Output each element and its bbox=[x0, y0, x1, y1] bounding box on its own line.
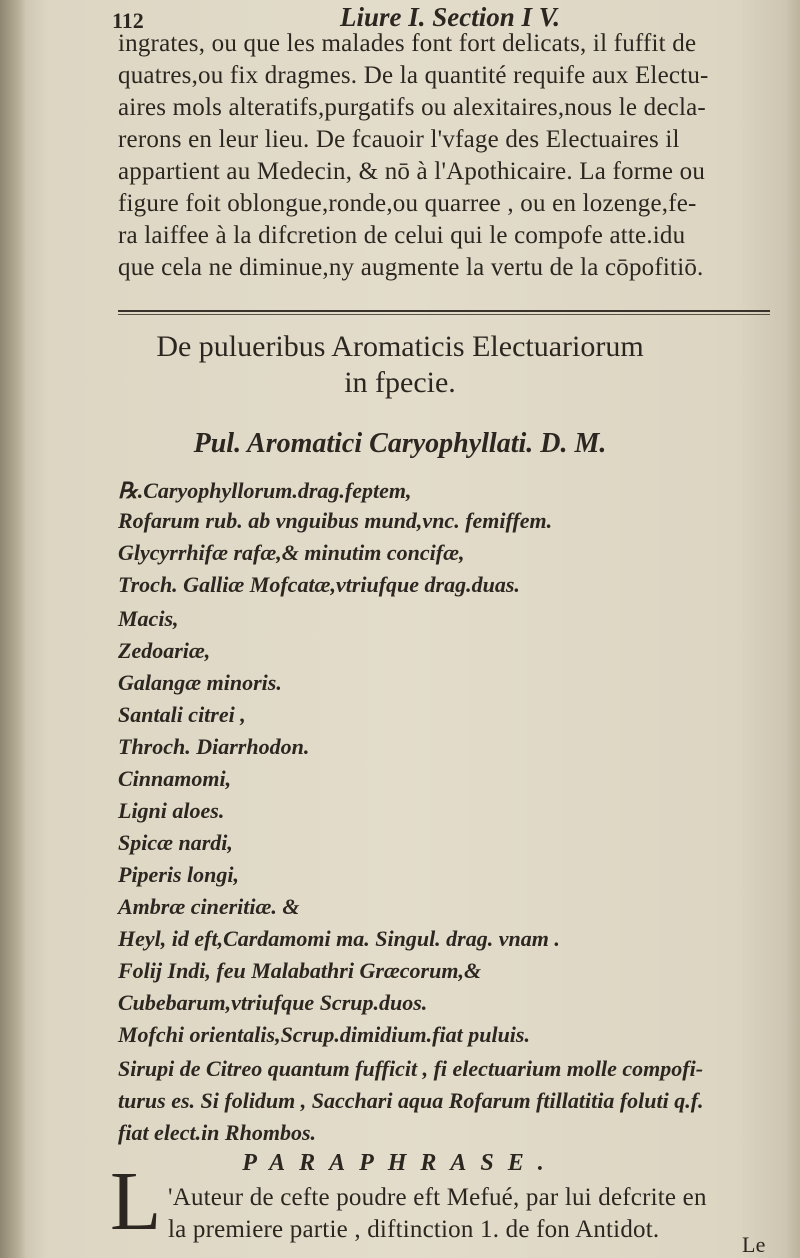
intro-line: appartient au Medecin, & nō à l'Apothicaire. La forme ou bbox=[118, 158, 706, 185]
paraphrase-line: 'Auteur de cefte poudre eft Mefué, par lui defcrite en bbox=[168, 1184, 707, 1211]
section-heading-line1: De pulueribus Aromaticis Electuariorum bbox=[156, 330, 644, 363]
recipe-line: Santali citrei , bbox=[118, 702, 246, 727]
recipe-line: Mofchi orientalis,Scrup.dimidium.fiat puluis. bbox=[118, 1022, 530, 1047]
intro-line: figure foit oblongue,ronde,ou quarree , ou en lozenge,fe- bbox=[118, 190, 697, 217]
intro-line: rerons en leur lieu. De fcauoir l'vfage des Electuaires il bbox=[118, 126, 680, 153]
intro-line: ra laiffee à la difcretion de celui qui le compofe atte.idu bbox=[118, 222, 686, 249]
section-rule bbox=[118, 310, 770, 312]
recipe-line: Spicæ nardi, bbox=[118, 830, 233, 855]
recipe-line: Heyl, id eft,Cardamomi ma. Singul. drag. vnam . bbox=[118, 926, 560, 951]
recipe-line: Macis, bbox=[118, 606, 179, 631]
recipe-line: Troch. Galliæ Mofcatæ,vtriufque drag.duas. bbox=[118, 572, 520, 597]
recipe-line: Piperis longi, bbox=[118, 862, 240, 887]
recipe-line: Zedoariæ, bbox=[118, 638, 211, 663]
page-edge-shadow bbox=[786, 0, 800, 1258]
recipe-line: turus es. Si folidum , Sacchari aqua Rofarum ftillatitia foluti q.f. bbox=[118, 1088, 704, 1113]
intro-line: quatres,ou fix dragmes. De la quantité requife aux Electu- bbox=[118, 62, 709, 89]
recipe-line: ℞.Caryophyllorum.drag.feptem, bbox=[118, 478, 412, 503]
recipe-line: Folij Indi, feu Malabathri Græcorum,& bbox=[118, 958, 482, 983]
recipe-line: Glycyrrhifæ rafæ,& minutim concifæ, bbox=[118, 540, 465, 565]
paraphrase-heading: PARAPHRASE. bbox=[242, 1150, 558, 1176]
recipe-line: Ligni aloes. bbox=[118, 798, 225, 823]
intro-line: ingrates, ou que les malades font fort delicats, il fuffit de bbox=[118, 30, 697, 57]
section-heading-line2: in fpecie. bbox=[344, 366, 456, 399]
recipe-title: Pul. Aromatici Caryophyllati. D. M. bbox=[193, 428, 607, 459]
book-gutter-shadow bbox=[0, 0, 26, 1258]
recipe-line: fiat elect.in Rhombos. bbox=[118, 1120, 316, 1145]
catchword: Le bbox=[742, 1232, 766, 1257]
page-number: 112 bbox=[112, 8, 144, 33]
recipe-line: Cubebarum,vtriufque Scrup.duos. bbox=[118, 990, 428, 1015]
recipe-line: Ambræ cineritiæ. & bbox=[118, 894, 300, 919]
recipe-line: Rofarum rub. ab vnguibus mund,vnc. femiffem. bbox=[118, 508, 553, 533]
intro-line: que cela ne diminue,ny augmente la vertu de la cōpofitiō. bbox=[118, 254, 704, 281]
recipe-line: Galangæ minoris. bbox=[118, 670, 282, 695]
recipe-line: Cinnamomi, bbox=[118, 766, 232, 791]
section-rule-thin bbox=[118, 314, 770, 315]
recipe-line: Sirupi de Citreo quantum fufficit , fi electuarium molle compofi- bbox=[118, 1056, 704, 1081]
recipe-line: Throch. Diarrhodon. bbox=[118, 734, 310, 759]
drop-cap: L bbox=[110, 1155, 162, 1248]
paraphrase-line: la premiere partie , diftinction 1. de fon Antidot. bbox=[168, 1216, 660, 1243]
running-title: Liure I. Section I V. bbox=[340, 2, 561, 32]
intro-line: aires mols alteratifs,purgatifs ou alexitaires,nous le decla- bbox=[118, 94, 706, 121]
